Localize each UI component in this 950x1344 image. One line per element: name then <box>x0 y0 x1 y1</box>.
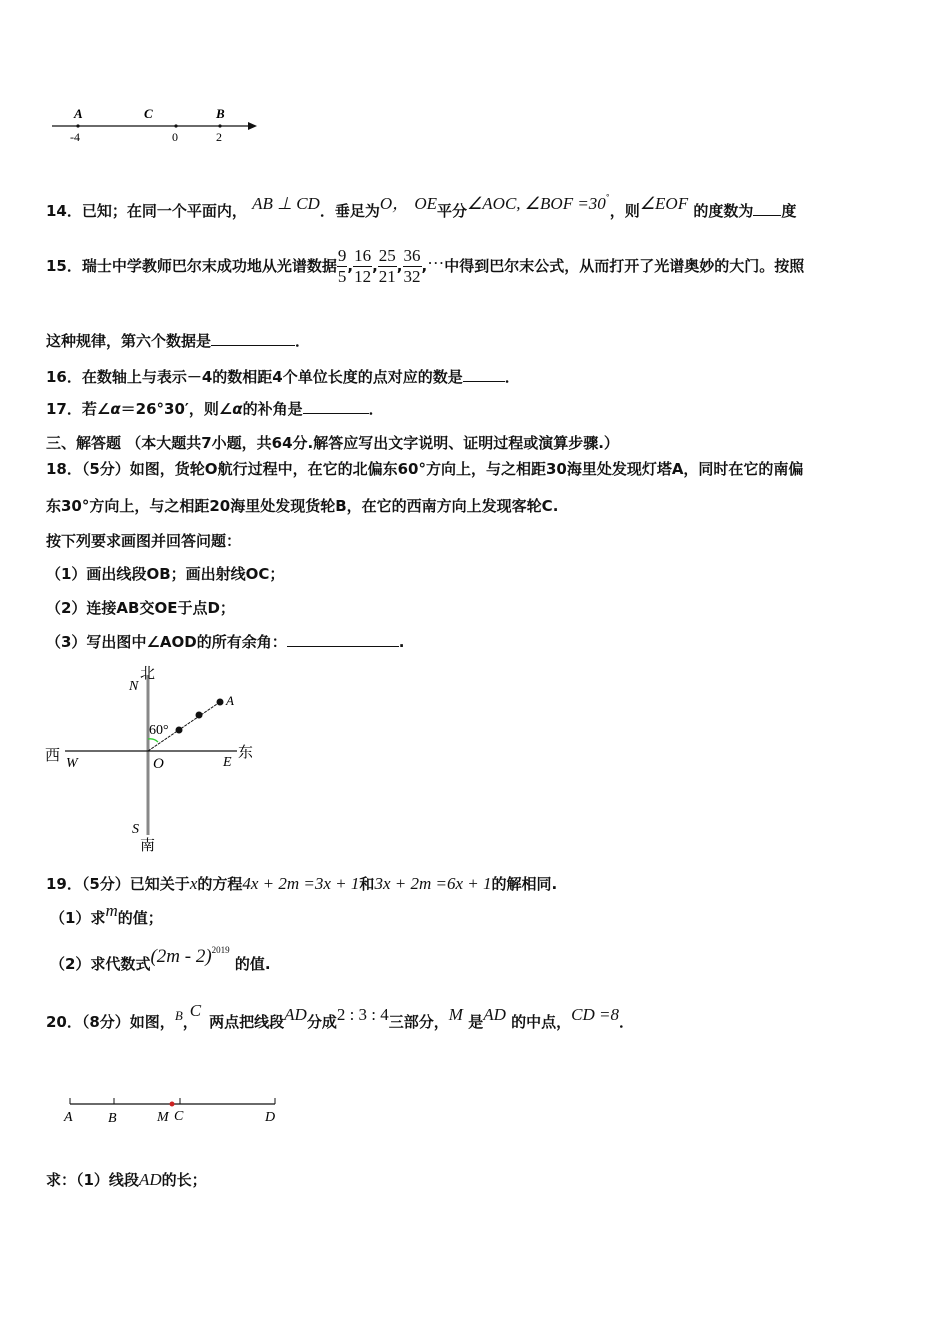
alpha: α <box>110 400 121 418</box>
math: AB ⊥ CD <box>252 194 320 213</box>
text: 的长； <box>161 1171 207 1189</box>
s-label: S <box>132 822 139 837</box>
text: 已知；在同一个平面内， <box>81 202 247 220</box>
text: 20．（8分）如图， <box>46 1013 175 1031</box>
question-19 <box>46 874 557 894</box>
n-label: N <box>129 679 139 694</box>
text: ． <box>504 368 520 386</box>
a-label: A <box>226 693 234 708</box>
math: AD <box>284 1005 307 1024</box>
text: ． <box>295 332 311 350</box>
answer-blank[interactable] <box>287 632 399 647</box>
alpha: α <box>232 400 243 418</box>
text: . <box>398 633 405 651</box>
text: 两点把线段 <box>209 1013 285 1031</box>
angle-label: 60° <box>149 723 169 738</box>
text: 的补角是 <box>242 400 303 418</box>
answer-blank[interactable] <box>303 399 369 414</box>
math: M <box>448 1005 463 1024</box>
text: 16．在数轴上与表示－4的数相距4个单位长度的点对应的数是 <box>46 368 463 386</box>
question-18-part2: （2）连接AB交OE于点D； <box>46 599 235 617</box>
question-20-ask <box>46 1170 207 1190</box>
answer-blank[interactable] <box>463 367 505 382</box>
text: ＝26°30′，则∠ <box>120 400 233 418</box>
point-b: B <box>216 106 225 121</box>
text: 19．（5分）已知关于 <box>46 875 190 893</box>
text: 的值； <box>117 909 163 927</box>
text: 是 <box>468 1013 484 1031</box>
text: 17．若∠ <box>46 400 111 418</box>
q-number: 14． <box>46 202 82 220</box>
math: m <box>105 901 118 920</box>
north-label: 北 <box>140 666 156 682</box>
question-16 <box>46 367 520 387</box>
text: ．垂足为 <box>319 202 380 220</box>
denominator: 21 <box>378 267 396 286</box>
text: 的解相同. <box>491 875 558 893</box>
compass-figure <box>40 660 300 860</box>
question-19-part1 <box>50 901 163 928</box>
question-18-line3: 按下列要求画图并回答问题： <box>46 532 242 550</box>
o-label: O <box>153 756 164 772</box>
question-15: 15．瑞士中学教师巴尔末成功地从光谱数据 $\frac{9}{5}$ , $\frac{16}{12}$ , $\frac{25}{21}$ , $\frac{36}{32}$ ,…中得到巴尔末公式，从而打开了光谱奥妙的大门。按照 <box>46 246 805 286</box>
text: 平分 <box>437 202 468 220</box>
section-3-heading: 三、解答题 （本大题共7小题，共64分.解答应写出文字说明、证明过程或演算步骤.） <box>46 434 619 452</box>
text: （1）求 <box>50 909 106 927</box>
math: CD =8 <box>571 1005 619 1024</box>
degree: ° <box>605 193 610 202</box>
w-label: W <box>66 756 78 771</box>
equation-1: 4x + 2m =3x + 1 <box>242 874 360 893</box>
ratio: 2 : 3 : 4 <box>336 1005 389 1024</box>
question-18-part3 <box>46 632 404 652</box>
question-18-line2: 东30°方向上，与之相距20海里处发现货轮B，在它的西南方向上发现客轮C. <box>46 497 559 515</box>
text: 和 <box>359 875 375 893</box>
question-18-line1: 18．（5分）如图，货轮O航行过程中，在它的北偏东60°方向上，与之相距30海里处发现灯塔A，同时在它的南偏 <box>46 460 804 478</box>
text: 度 <box>781 202 797 220</box>
seg-label-m: M <box>157 1110 169 1125</box>
text: （2）求代数式 <box>50 955 151 973</box>
text: 分成 <box>306 1013 337 1031</box>
tick-label: -4 <box>70 130 80 144</box>
math: B <box>174 1008 183 1023</box>
text: 三部分， <box>388 1013 449 1031</box>
text: ， <box>182 1013 198 1031</box>
fraction <box>378 246 397 287</box>
math: AD <box>138 1170 162 1189</box>
text: 的度数为 <box>693 202 754 220</box>
numerator: 16 <box>354 246 372 265</box>
math: ∠EOF <box>639 194 689 213</box>
question-20 <box>46 1001 634 1033</box>
text: 中得到巴尔末公式，从而打开了光谱奥妙的大门。按照 <box>444 257 805 275</box>
south-label: 南 <box>140 838 156 854</box>
denominator: 12 <box>354 267 372 286</box>
west-label: 西 <box>45 748 61 764</box>
text: ，则 <box>609 202 640 220</box>
math: x <box>189 874 198 893</box>
question-17 <box>46 399 384 419</box>
seg-label-a: A <box>64 1110 73 1125</box>
text: 的中点， <box>511 1013 572 1031</box>
text: 的值. <box>234 955 271 973</box>
math: ∠AOC, ∠BOF =30 <box>467 194 606 213</box>
numerator: 9 <box>337 246 347 265</box>
text: ． <box>618 1013 634 1031</box>
text: 的方程 <box>197 875 243 893</box>
tick-label: 0 <box>172 130 178 144</box>
math: OE <box>414 194 438 213</box>
exponent: 2019 <box>211 945 230 955</box>
text: 瑞士中学教师巴尔末成功地从光谱数据 <box>81 257 337 275</box>
seg-label-d: D <box>265 1110 276 1125</box>
fraction <box>337 246 348 287</box>
numerator: 36 <box>403 246 421 265</box>
question-19-part2 <box>50 945 271 976</box>
text: ． <box>368 400 384 418</box>
math: AD <box>483 1005 506 1024</box>
fraction <box>403 246 422 287</box>
segment-figure <box>55 1090 295 1130</box>
q-number: 15． <box>46 257 82 275</box>
text: （3）写出图中∠AOD的所有余角： <box>46 633 287 651</box>
answer-blank[interactable] <box>753 201 781 216</box>
question-18-part1: （1）画出线段OB；画出射线OC； <box>46 565 285 583</box>
text: 求：（1）线段 <box>46 1171 139 1189</box>
tick-label: 2 <box>216 130 222 144</box>
seg-label-b: B <box>108 1111 117 1126</box>
math: C <box>189 1001 202 1020</box>
fraction <box>353 246 372 287</box>
question-15-cont <box>46 331 310 351</box>
answer-blank[interactable] <box>211 331 295 346</box>
numerator: 25 <box>378 246 396 265</box>
e-label: E <box>223 755 232 770</box>
equation-2: 3x + 2m =6x + 1 <box>374 874 492 893</box>
point-a: A <box>74 106 83 121</box>
denominator: 32 <box>403 267 421 286</box>
math: O， <box>379 194 410 213</box>
seg-label-c: C <box>174 1109 184 1124</box>
number-line-figure <box>45 105 265 145</box>
expression: (2m - 2) <box>150 946 212 967</box>
point-c: C <box>144 106 153 121</box>
ellipsis: … <box>427 249 445 268</box>
text: 这种规律，第六个数据是 <box>46 332 212 350</box>
east-label: 东 <box>238 745 254 761</box>
denominator: 5 <box>337 267 347 286</box>
question-14 <box>46 193 797 221</box>
